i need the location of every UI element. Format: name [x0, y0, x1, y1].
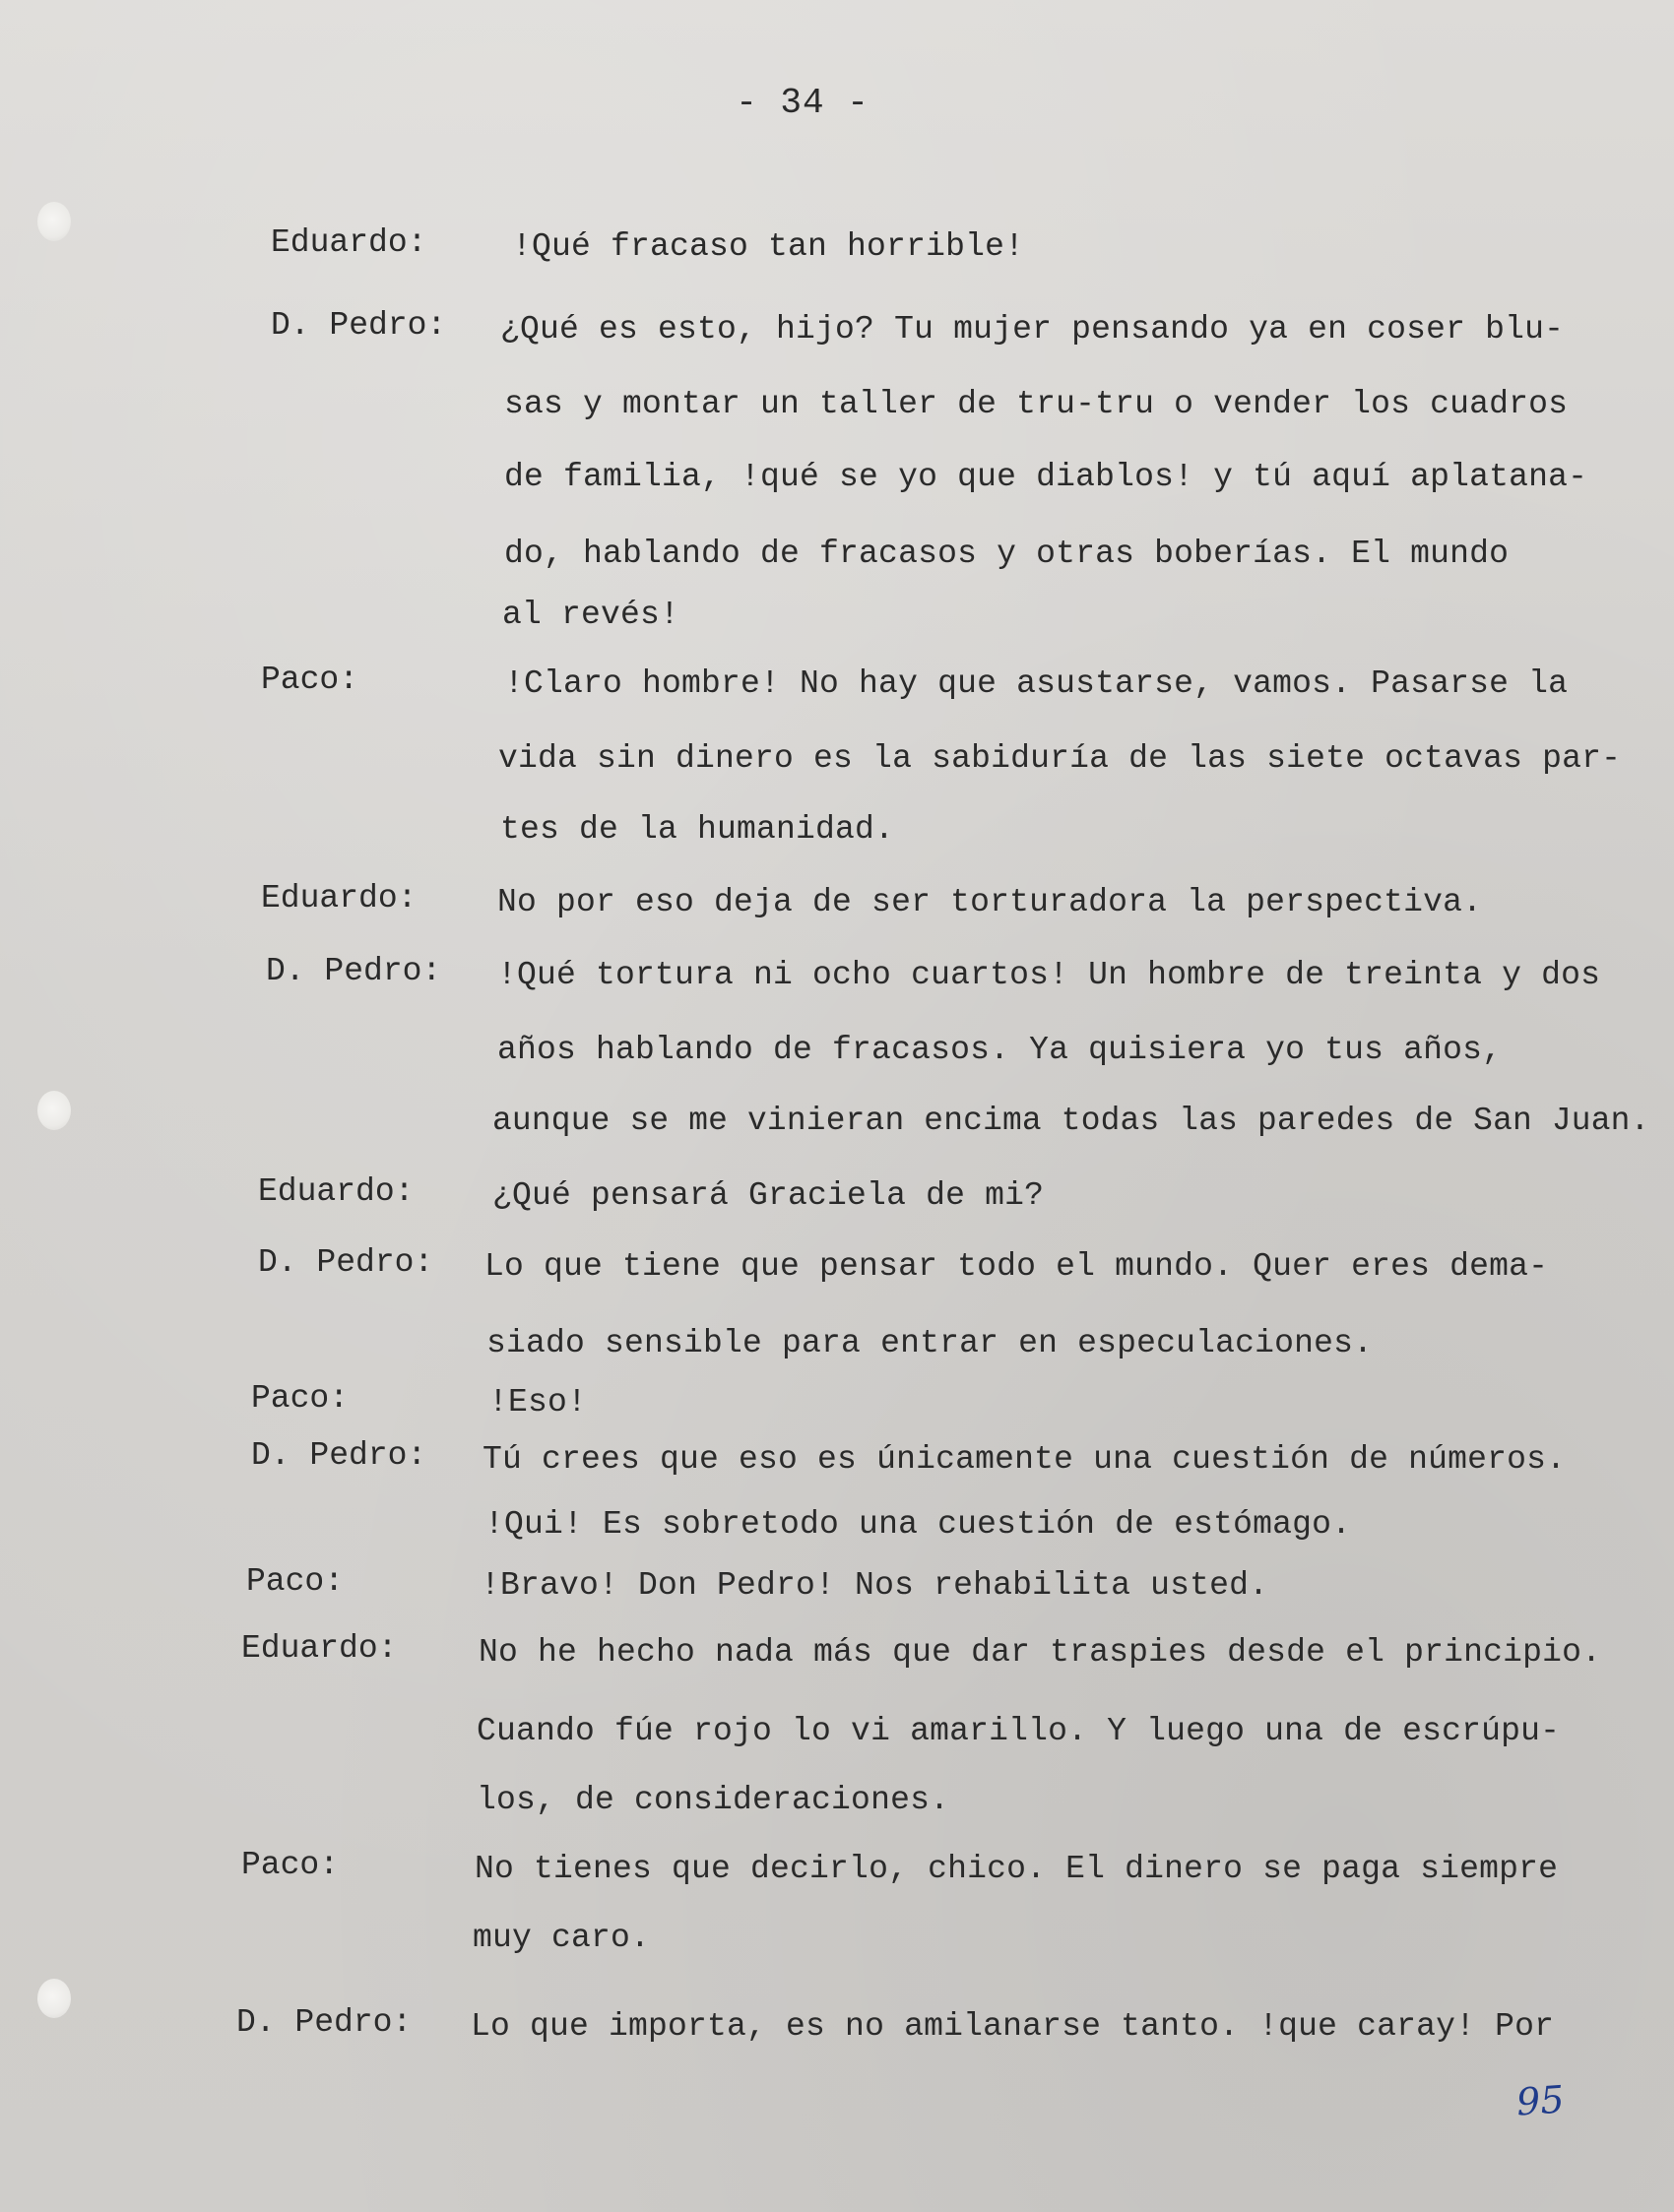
punch-hole — [37, 202, 71, 241]
dialogue-line: do, hablando de fracasos y otras boberías. El mundo — [504, 536, 1510, 572]
speaker-name: Paco: — [246, 1563, 345, 1600]
speaker-name: D. Pedro: — [236, 2004, 413, 2041]
speaker-name: D. Pedro: — [271, 307, 447, 344]
dialogue-line: de familia, !qué se yo que diablos! y tú aquí aplatana- — [504, 459, 1588, 495]
speaker-name: D. Pedro: — [266, 953, 442, 989]
handwritten-page-number: 95 — [1514, 2077, 1566, 2124]
punch-hole — [37, 1979, 71, 2018]
dialogue-line: años hablando de fracasos. Ya quisiera yo tus años, — [497, 1032, 1503, 1068]
dialogue-line: Lo que importa, es no amilanarse tanto. !que caray! Por — [471, 2008, 1555, 2045]
dialogue-line: siado sensible para entrar en especulaciones. — [486, 1325, 1374, 1361]
dialogue-line: vida sin dinero es la sabiduría de las siete octavas par- — [498, 740, 1622, 777]
dialogue-line: sas y montar un taller de tru-tru o vender los cuadros — [504, 386, 1569, 422]
dialogue-line: Tú crees que eso es únicamente una cuestión de números. — [483, 1441, 1567, 1478]
dialogue-line: los, de consideraciones. — [477, 1782, 950, 1818]
speaker-name: Eduardo: — [261, 880, 418, 916]
speaker-name: Paco: — [241, 1847, 340, 1883]
punch-hole — [37, 1091, 71, 1130]
dialogue-line: !Qui! Es sobretodo una cuestión de estómago. — [484, 1506, 1352, 1543]
dialogue-line: No he hecho nada más que dar traspies desde el principio. — [479, 1634, 1602, 1671]
dialogue-line: !Eso! — [488, 1384, 588, 1421]
dialogue-line: !Qué fracaso tan horrible! — [512, 228, 1025, 265]
speaker-name: Eduardo: — [258, 1173, 415, 1210]
dialogue-line: ¿Qué pensará Graciela de mi? — [492, 1177, 1045, 1214]
dialogue-line: Lo que tiene que pensar todo el mundo. Quer eres dema- — [484, 1248, 1549, 1285]
dialogue-line: tes de la humanidad. — [500, 811, 895, 848]
dialogue-line: Cuando fúe rojo lo vi amarillo. Y luego una de escrúpu- — [477, 1713, 1561, 1749]
dialogue-line: aunque se me vinieran encima todas las paredes de San Juan. — [492, 1103, 1650, 1139]
speaker-name: Eduardo: — [271, 224, 427, 261]
dialogue-line: al revés! — [502, 597, 680, 633]
dialogue-line: !Qué tortura ni ocho cuartos! Un hombre de treinta y dos — [497, 957, 1601, 993]
speaker-name: Eduardo: — [241, 1630, 398, 1667]
speaker-name: Paco: — [251, 1380, 350, 1417]
dialogue-line: No por eso deja de ser torturadora la perspectiva. — [497, 884, 1483, 920]
speaker-name: D. Pedro: — [251, 1437, 427, 1474]
speaker-name: D. Pedro: — [258, 1244, 434, 1281]
dialogue-line: muy caro. — [473, 1920, 651, 1956]
dialogue-line: No tienes que decirlo, chico. El dinero se paga siempre — [475, 1851, 1559, 1887]
speaker-name: Paco: — [261, 662, 359, 698]
dialogue-line: !Bravo! Don Pedro! Nos rehabilita usted. — [481, 1567, 1269, 1604]
dialogue-line: !Claro hombre! No hay que asustarse, vamos. Pasarse la — [504, 665, 1569, 702]
dialogue-line: ¿Qué es esto, hijo? Tu mujer pensando ya en coser blu- — [500, 311, 1565, 348]
page-number: - 34 - — [736, 83, 869, 123]
